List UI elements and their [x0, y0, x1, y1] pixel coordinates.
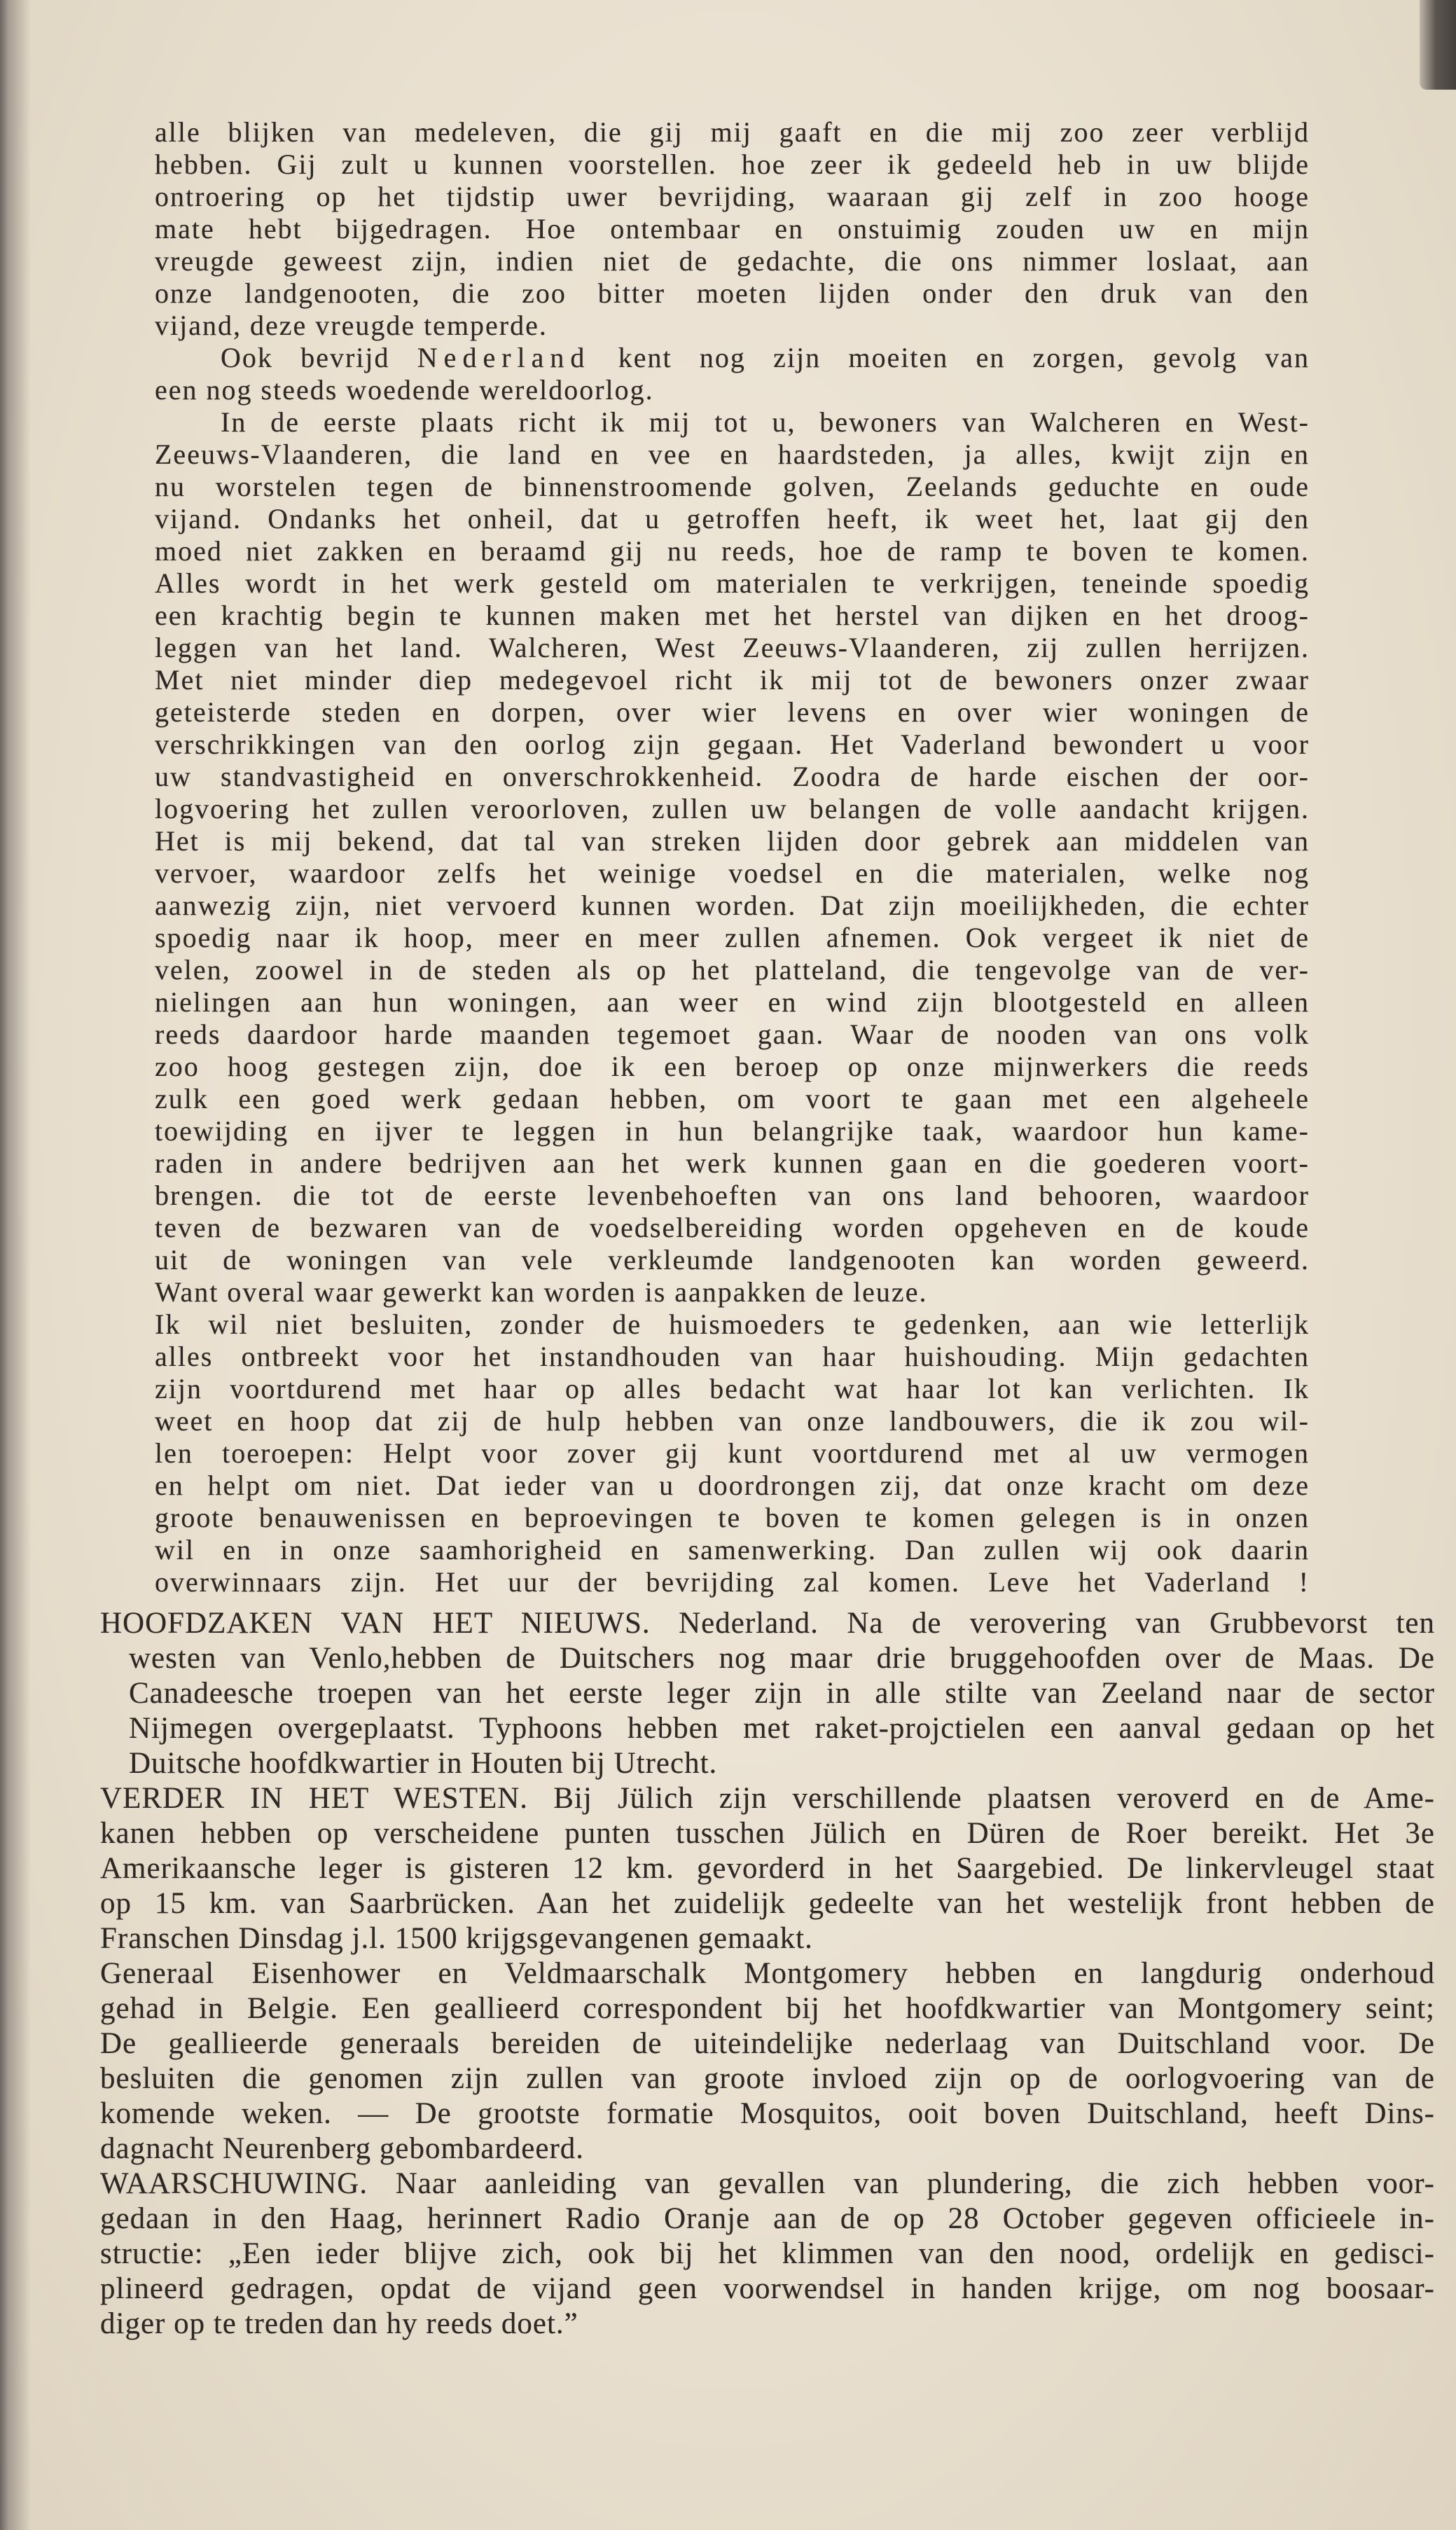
letter-line: moed niet zakken en beraamd gij nu reeds, hoe de ramp te boven te komen. [155, 535, 1310, 567]
letter-line: toewijding en ijver te leggen in hun belangrijke taak, waardoor hun kame- [155, 1115, 1310, 1147]
letter-line: len toeroepen: Helpt voor zover gij kunt voortdurend met al uw vermogen [155, 1437, 1310, 1469]
news-section [100, 1606, 1435, 2342]
letter-line: Alles wordt in het werk gesteld om materialen te verkrijgen, teneinde spoedig [155, 567, 1310, 599]
letter-line: vijand. Ondanks het onheil, dat u getroffen heeft, ik weet het, laat gij den [155, 503, 1310, 534]
letter-line: vervoer, waardoor zelfs het weinige voedsel en die materialen, welke nog [155, 857, 1310, 889]
letter-body [155, 116, 1310, 1598]
letter-line: een krachtig begin te kunnen maken met het herstel van dijken en het droog- [155, 600, 1310, 631]
paper-corner-shadow [1420, 0, 1456, 90]
news-line: Duitsche hoofdkwartier in Houten bij Utrecht. [129, 1747, 718, 1780]
letter-line: alles ontbreekt voor het instandhouden van haar huishouding. Mijn gedachten [155, 1341, 1310, 1372]
news-line: Amerikaansche leger is gisteren 12 km. gevorderd in het Saargebied. De linkervleugel staat [100, 1852, 1435, 1885]
letter-line: weet en hoop dat zij de hulp hebben van onze landbouwers, die ik zou wil- [155, 1405, 1310, 1437]
letter-line: uw standvastigheid en onverschrokkenheid. Zoodra de harde eischen der oor- [155, 761, 1310, 792]
letter-line: groote benauwenissen en beproevingen te boven te komen gelegen is in onzen [155, 1502, 1310, 1533]
letter-line: en helpt om niet. Dat ieder van u doordrongen zij, dat onze kracht om deze [155, 1470, 1310, 1501]
letter-line: teven de bezwaren van de voedselbereiding worden opgeheven en de koude [155, 1212, 1310, 1243]
news-line: gehad in Belgie. Een geallieerd correspondent bij het hoofdkwartier van Montgomery seint; [100, 1992, 1435, 2025]
letter-line [155, 342, 1310, 374]
news-line: westen van Venlo,hebben de Duitschers nog maar drie bruggehoofden over de Maas. De [129, 1642, 1435, 1675]
letter-line: aanwezig zijn, niet vervoerd kunnen worden. Dat zijn moeilijkheden, die echter [155, 890, 1310, 921]
paper-edge-shadow [0, 0, 31, 2530]
letter-line: spoedig naar ik hoop, meer en meer zullen afnemen. Ook vergeet ik niet de [155, 922, 1310, 953]
news-line: besluiten die genomen zijn zullen van groote invloed zijn op de oorlogvoering van de [100, 2062, 1435, 2095]
text-segment: Ook bevrijd [221, 342, 417, 373]
letter-line: onze landgenooten, die zoo bitter moeten lijden onder den druk van den [155, 277, 1310, 309]
letter-line: mate hebt bijgedragen. Hoe ontembaar en onstuimig zouden uw en mijn [155, 213, 1310, 244]
letter-line: alle blijken van medeleven, die gij mij gaaft en die mij zoo zeer verblijd [155, 116, 1310, 148]
letter-line: wil en in onze saamhorigheid en samenwerking. Dan zullen wij ook daarin [155, 1534, 1310, 1565]
news-line: structie: „Een ieder blijve zich, ook bij het klimmen van den nood, ordelijk en gedisci- [100, 2237, 1435, 2270]
letter-line: een nog steeds woedende wereldoorlog. [155, 374, 654, 406]
letter-line: reeds daardoor harde maanden tegemoet gaan. Waar de nooden van ons volk [155, 1018, 1310, 1050]
letter-line: verschrikkingen van den oorlog zijn gegaan. Het Vaderland bewondert u voor [155, 728, 1310, 760]
letter-line: vreugde geweest zijn, indien niet de gedachte, die ons nimmer loslaat, aan [155, 245, 1310, 277]
news-line: diger op te treden dan hy reeds doet.” [100, 2307, 578, 2340]
news-line: VERDER IN HET WESTEN. Bij Jülich zijn verschillende plaatsen veroverd en de Ame- [100, 1782, 1435, 1815]
news-line: De geallieerde generaals bereiden de uiteindelijke nederlaag van Duitschland voor. De [100, 2027, 1435, 2060]
letter-line: nielingen aan hun woningen, aan weer en wind zijn blootgesteld en alleen [155, 986, 1310, 1018]
news-line: Canadeesche troepen van het eerste leger zijn in alle stilte van Zeeland naar de sector [129, 1677, 1435, 1710]
letter-line: overwinnaars zijn. Het uur der bevrijding zal komen. Leve het Vaderland ! [155, 1566, 1310, 1598]
letter-line: Want overal waar gewerkt kan worden is aanpakken de leuze. [155, 1276, 928, 1308]
letter-line: Zeeuws-Vlaanderen, die land en vee en haardsteden, ja alles, kwijt zijn en [155, 438, 1310, 470]
letter-line: vijand, deze vreugde temperde. [155, 310, 548, 341]
news-line: Nijmegen overgeplaatst. Typhoons hebben met raket-projctielen een aanval gedaan op het [129, 1712, 1435, 1745]
news-line: dagnacht Neurenberg gebombardeerd. [100, 2132, 585, 2165]
news-line: HOOFDZAKEN VAN HET NIEUWS. Nederland. Na de verovering van Grubbevorst ten [100, 1607, 1435, 1640]
letter-line: leggen van het land. Walcheren, West Zeeuws-Vlaanderen, zij zullen herrijzen. [155, 632, 1310, 663]
letter-line: logvoering het zullen veroorloven, zullen uw belangen de volle aandacht krijgen. [155, 793, 1310, 824]
letter-line: velen, zoowel in de steden als op het platteland, die tengevolge van de ver- [155, 954, 1310, 986]
news-line: Franschen Dinsdag j.l. 1500 krijgsgevangenen gemaakt. [100, 1922, 813, 1955]
news-line: plineerd gedragen, opdat de vijand geen voorwendsel in handen krijge, om nog boosaar- [100, 2272, 1435, 2305]
letter-line: zulk een goed werk gedaan hebben, om voort te gaan met een algeheele [155, 1083, 1310, 1114]
letter-line: uit de woningen van vele verkleumde landgenooten kan worden geweerd. [155, 1244, 1310, 1276]
letter-line: In de eerste plaats richt ik mij tot u, bewoners van Walcheren en West- [221, 406, 1310, 438]
news-line: gedaan in den Haag, herinnert Radio Oranje aan de op 28 October gegeven officieele in- [100, 2202, 1435, 2235]
letter-line: Ik wil niet besluiten, zonder de huismoeders te gedenken, aan wie letterlijk [155, 1308, 1310, 1340]
letter-line: hebben. Gij zult u kunnen voorstellen. hoe zeer ik gedeeld heb in uw blijde [155, 148, 1310, 180]
letter-line: nu worstelen tegen de binnenstroomende golven, Zeelands geduchte en oude [155, 471, 1310, 502]
news-line: kanen hebben op verscheidene punten tusschen Jülich en Düren de Roer bereikt. Het 3e [100, 1817, 1435, 1850]
letter-line: geteisterde steden en dorpen, over wier levens en over wier woningen de [155, 696, 1310, 728]
letter-line: Met niet minder diep medegevoel richt ik mij tot de bewoners onzer zwaar [155, 664, 1310, 696]
letter-line: Het is mij bekend, dat tal van streken lijden door gebrek aan middelen van [155, 825, 1310, 857]
letter-line: raden in andere bedrijven aan het werk kunnen gaan en die goederen voort- [155, 1147, 1310, 1179]
letter-line: zoo hoog gestegen zijn, doe ik een beroep op onze mijnwerkers die reeds [155, 1051, 1310, 1082]
text-segment: kent nog zijn moeiten en zorgen, gevolg van [590, 342, 1310, 373]
news-line: komende weken. — De grootste formatie Mosquitos, ooit boven Duitschland, heeft Dins- [100, 2097, 1435, 2130]
letter-line: ontroering op het tijdstip uwer bevrijding, waaraan gij zelf in zoo hooge [155, 181, 1310, 212]
spaced-word: Nederland [417, 342, 591, 373]
news-line: WAARSCHUWING. Naar aanleiding van gevallen van plundering, die zich hebben voor- [100, 2167, 1435, 2200]
news-line: Generaal Eisenhower en Veldmaarschalk Montgomery hebben en langdurig onderhoud [100, 1957, 1435, 1990]
letter-line: brengen. die tot de eerste levenbehoeften van ons land behooren, waardoor [155, 1180, 1310, 1211]
letter-line: zijn voortdurend met haar op alles bedacht wat haar lot kan verlichten. Ik [155, 1373, 1310, 1404]
news-line: op 15 km. van Saarbrücken. Aan het zuidelijk gedeelte van het westelijk front hebben de [100, 1887, 1435, 1920]
